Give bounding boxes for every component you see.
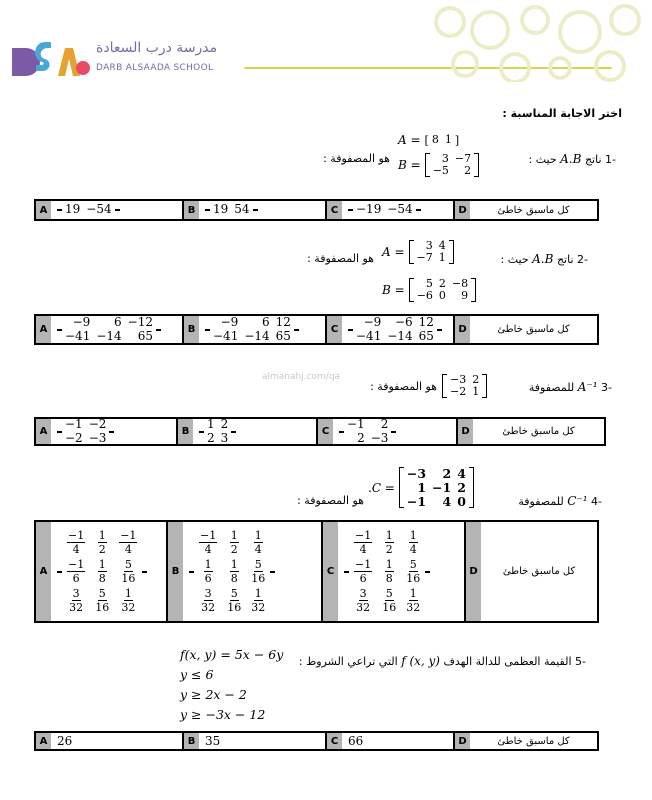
q4-matrix	[368, 467, 474, 508]
q5-constraint-3: y ≥ −3x − 12	[180, 707, 266, 722]
q5-constraint-2: y ≥ 2x − 2	[180, 687, 247, 702]
matrix-cell: 2	[220, 417, 229, 432]
q4-option-d[interactable]	[464, 522, 597, 621]
q5-option-a-value: 26	[57, 734, 73, 748]
option-letter-c: C	[327, 316, 342, 343]
matrix-cell: $\frac{3}{32}$	[356, 587, 371, 614]
q1-option-b[interactable]	[182, 201, 325, 219]
q2-number: -2	[577, 253, 588, 266]
option-letter-b: B	[178, 419, 193, 444]
matrix-cell: 54	[234, 202, 250, 217]
matrix-bracket	[270, 571, 275, 573]
matrix-cell: 65	[275, 328, 291, 343]
matrix-cell: −9	[72, 315, 91, 330]
q4-option-c[interactable]	[321, 522, 464, 621]
matrix-cell: −1	[406, 493, 427, 509]
matrix-bracket	[156, 329, 161, 331]
matrix-cell: −2	[65, 430, 83, 445]
matrix-cell: 2	[464, 164, 472, 178]
q5-option-d[interactable]	[453, 733, 597, 749]
matrix-cell: −19	[356, 202, 382, 217]
option-letter-b: B	[168, 522, 183, 621]
matrix-cell: −3	[450, 373, 467, 386]
q4-text	[518, 494, 602, 508]
matrix-cell: −7	[416, 251, 433, 265]
matrix-cell: 0	[438, 289, 446, 303]
option-letter-d: D	[458, 419, 473, 444]
matrix-bracket	[294, 329, 299, 331]
matrix-cell: −7	[454, 152, 472, 165]
option-letter-a: A	[36, 419, 51, 444]
matrix-grid	[429, 134, 455, 147]
matrix-cell: $\frac{1}{8}$	[385, 558, 393, 585]
q5-text-c: التي تراعي الشروط :	[298, 655, 398, 668]
matrix-grid	[62, 316, 156, 342]
q1-option-a-value	[51, 203, 120, 216]
matrix-cell: $\frac{-1}{6}$	[68, 558, 85, 585]
q1-matrix-a-label: A =	[398, 133, 421, 147]
option-letter-d: D	[466, 522, 481, 621]
matrix-cell: 2	[207, 430, 215, 445]
matrix-cell: −3	[88, 430, 107, 445]
matrix-cell: $\frac{5}{16}$	[406, 558, 421, 585]
option-letter-c: C	[327, 733, 342, 749]
matrix-cell: $\frac{3}{32}$	[69, 587, 84, 614]
matrix-cell: −1	[347, 417, 365, 432]
q2-option-a[interactable]	[36, 316, 182, 343]
matrix-cell: $\frac{5}{16}$	[121, 558, 136, 585]
q2-option-c[interactable]	[325, 316, 453, 343]
matrix-cell: 2	[457, 479, 466, 495]
q1-option-d-text: كل ماسبق خاطئ	[497, 204, 570, 216]
option-letter-b: B	[184, 316, 199, 343]
matrix-cell: 3	[425, 239, 433, 252]
matrix-bracket	[449, 240, 454, 264]
instruction: اختر الاجابة المناسبة :	[502, 107, 622, 120]
matrix-cell: $\frac{1}{32}$	[406, 587, 421, 614]
q3-matrix	[442, 374, 487, 401]
q4-matrix-values	[399, 467, 474, 508]
matrix-grid	[210, 316, 294, 342]
q1-expression: A.B	[560, 152, 582, 166]
q2-result-text: هو المصفوفة :	[307, 252, 374, 265]
option-letter-b: B	[184, 201, 199, 219]
q2-matrix-a-values	[409, 240, 454, 264]
q2-option-c-value	[342, 316, 442, 342]
matrix-cell: −54	[387, 202, 413, 217]
matrix-cell: 8	[431, 132, 439, 146]
q5-options	[34, 731, 599, 751]
q1-option-d[interactable]	[453, 201, 597, 219]
matrix-grid	[349, 528, 425, 615]
matrix-cell: −6	[394, 315, 413, 330]
matrix-cell: −14	[96, 328, 122, 343]
q5-number: -5	[575, 655, 586, 668]
q1-options	[34, 199, 599, 221]
matrix-grid	[353, 316, 437, 342]
q2-matrix-b-label: B =	[382, 283, 405, 298]
q5-constraint-1: y ≤ 6	[180, 667, 214, 682]
matrix-cell: 12	[418, 315, 434, 330]
matrix-cell: 4	[438, 239, 446, 252]
q1-matrix-b-label: B =	[398, 158, 421, 173]
matrix-cell: −1	[65, 417, 83, 432]
matrix-cell: $\frac{1}{32}$	[251, 587, 266, 614]
matrix-cell: $\frac{-1}{4}$	[120, 529, 137, 556]
matrix-cell: 1	[438, 251, 446, 265]
matrix-cell: −14	[244, 328, 270, 343]
matrix-grid	[404, 467, 469, 508]
matrix-bracket	[469, 467, 474, 508]
matrix-cell: −14	[387, 328, 413, 343]
q2-matrix-a-label: A =	[382, 245, 405, 260]
q3-option-a-value	[51, 418, 114, 444]
matrix-cell: $\frac{5}{16}$	[95, 587, 110, 614]
matrix-cell: −9	[363, 315, 382, 330]
matrix-cell: 2	[438, 277, 446, 290]
matrix-cell: 4	[442, 493, 452, 509]
matrix-bracket	[231, 431, 236, 433]
q3-option-c[interactable]	[316, 419, 456, 444]
option-letter-a: A	[36, 522, 51, 621]
matrix-cell: 1	[207, 417, 215, 432]
q2-matrix-b	[382, 278, 476, 302]
q2-option-d[interactable]	[453, 316, 597, 343]
matrix-cell: 65	[137, 328, 153, 343]
matrix-cell: 3	[441, 152, 449, 165]
matrix-cell: $\frac{-1}{6}$	[355, 558, 372, 585]
matrix-cell: 65	[418, 328, 434, 343]
q4-number: -4	[591, 495, 602, 508]
q1-text-a: ناتج	[584, 153, 602, 166]
matrix-cell: −9	[220, 315, 239, 330]
matrix-cell: −41	[65, 328, 91, 343]
q2-option-b-value	[199, 316, 299, 342]
matrix-bracket	[482, 374, 487, 398]
matrix-cell: 12	[275, 315, 291, 330]
school-logo	[10, 42, 92, 80]
matrix-cell: 2	[357, 430, 365, 445]
q1-result-text: هو المصفوفة :	[323, 152, 390, 165]
q3-matrix-values	[442, 374, 487, 398]
matrix-grid	[414, 278, 471, 302]
matrix-grid	[430, 153, 474, 177]
matrix-bracket	[471, 278, 476, 302]
matrix-grid	[62, 418, 109, 444]
matrix-cell: −12	[127, 315, 153, 330]
q1-option-c-value	[342, 203, 421, 216]
matrix-cell: 9	[461, 289, 469, 303]
matrix-cell: −2	[88, 417, 107, 432]
q1-text-b: حيث :	[528, 153, 557, 166]
matrix-cell: −5	[432, 164, 449, 178]
q4-matrix-label: .C =	[368, 480, 395, 495]
school-name-arabic: مدرسة درب السعادة	[96, 40, 218, 56]
q2-text	[501, 252, 589, 266]
q3-text-a: للمصفوفة	[528, 381, 575, 394]
matrix-bracket	[142, 571, 147, 573]
matrix-cell: $\frac{1}{4}$	[254, 529, 262, 556]
matrix-grid	[62, 528, 142, 615]
matrix-cell: −8	[451, 277, 469, 290]
option-letter-c: C	[327, 201, 342, 219]
matrix-cell: 3	[220, 430, 229, 445]
q4-option-b[interactable]	[166, 522, 321, 621]
q4-option-d-text: كل ماسبق خاطئ	[502, 566, 576, 577]
matrix-bracket	[391, 431, 396, 433]
matrix-cell: −3	[370, 430, 389, 445]
matrix-cell: $\frac{5}{16}$	[382, 587, 397, 614]
matrix-grid	[344, 418, 391, 444]
matrix-cell: 4	[457, 466, 466, 481]
q5-text	[299, 654, 586, 668]
q1-matrix-b	[398, 153, 479, 177]
q5-objective: f(x, y) = 5x − 6y	[180, 647, 284, 662]
q2-matrix-a	[382, 240, 454, 264]
q4-option-c-value	[338, 528, 430, 615]
matrix-grid	[447, 374, 482, 398]
matrix-bracket	[109, 431, 114, 433]
matrix-bracket	[425, 571, 430, 573]
matrix-bracket	[115, 209, 120, 211]
option-letter-c: C	[323, 522, 338, 621]
matrix-grid	[210, 203, 253, 216]
q3-result-text: هو المصفوفة :	[370, 380, 437, 393]
q5-option-b[interactable]	[182, 733, 325, 749]
matrix-cell: −6	[416, 289, 433, 303]
matrix-cell: −41	[213, 328, 239, 343]
q2-option-b[interactable]	[182, 316, 325, 343]
q3-number: -3	[601, 381, 612, 394]
q4-result-text: هو المصفوفة :	[297, 494, 364, 507]
school-name-english: DARB ALSAADA SCHOOL	[96, 63, 214, 73]
option-letter-a: A	[36, 733, 51, 749]
q5-option-d-text: كل ماسبق خاطئ	[497, 735, 570, 747]
matrix-cell: $\frac{5}{16}$	[251, 558, 266, 585]
matrix-grid	[204, 418, 231, 444]
q5-text-a: القيمة العظمى للدالة الهدف	[443, 655, 572, 668]
matrix-grid	[414, 240, 449, 264]
matrix-cell: −2	[450, 385, 467, 399]
matrix-cell: $\frac{1}{2}$	[98, 529, 106, 556]
q3-text	[529, 380, 612, 394]
q1-option-c[interactable]	[325, 201, 453, 219]
q5-option-c[interactable]	[325, 733, 453, 749]
q3-options	[34, 417, 606, 446]
matrix-cell: $\frac{1}{8}$	[98, 558, 106, 585]
matrix-bracket	[437, 329, 442, 331]
matrix-cell: $\frac{-1}{4}$	[68, 529, 85, 556]
option-letter-d: D	[455, 316, 470, 343]
option-letter-a: A	[36, 316, 51, 343]
matrix-cell: $\frac{3}{32}$	[201, 587, 216, 614]
q2-matrix-b-values	[409, 278, 476, 302]
q4-text-a: للمصفوفة	[518, 495, 564, 508]
matrix-cell: $\frac{-1}{4}$	[200, 529, 217, 556]
option-letter-d: D	[455, 201, 470, 219]
matrix-cell: $\frac{1}{32}$	[121, 587, 136, 614]
matrix-bracket	[253, 209, 258, 211]
q3-option-a[interactable]	[36, 419, 176, 444]
matrix-cell: 1	[417, 479, 427, 495]
q3-option-d[interactable]	[456, 419, 604, 444]
matrix-cell: $\frac{1}{6}$	[204, 558, 212, 585]
q3-option-b-value	[193, 418, 236, 444]
option-letter-c: C	[318, 419, 333, 444]
matrix-cell: $\frac{-1}{4}$	[355, 529, 372, 556]
matrix-cell: $\frac{1}{2}$	[230, 529, 238, 556]
matrix-cell: 6	[114, 315, 122, 330]
matrix-cell: $\frac{5}{16}$	[227, 587, 242, 614]
matrix-cell: 5	[425, 277, 433, 290]
q3-expression: A⁻¹	[577, 380, 598, 394]
q1-matrix-a	[398, 133, 459, 147]
matrix-cell: 6	[262, 315, 270, 330]
matrix-grid	[62, 203, 115, 216]
q5-option-c-value: 66	[348, 734, 364, 748]
q1-matrix-b-values	[425, 153, 479, 177]
q4-options	[34, 520, 599, 623]
matrix-cell: −1	[432, 479, 452, 495]
q1-number: -1	[605, 153, 616, 166]
matrix-cell: 1	[444, 132, 452, 146]
q5-constraints	[180, 645, 283, 725]
matrix-cell: 0	[457, 493, 466, 509]
matrix-cell: $\frac{1}{8}$	[230, 558, 238, 585]
option-letter-d: D	[455, 733, 470, 749]
matrix-bracket	[474, 153, 479, 177]
q2-text-a: ناتج	[556, 253, 574, 266]
matrix-cell: 2	[472, 373, 480, 386]
q1-text	[529, 152, 617, 166]
decorative-pattern	[430, 2, 645, 82]
matrix-bracket	[416, 209, 421, 211]
option-letter-a: A	[36, 201, 51, 219]
matrix-cell: −41	[356, 328, 382, 343]
q5-expression: f (x, y)	[401, 654, 440, 668]
q2-text-b: حيث :	[500, 253, 529, 266]
q2-option-d-text: كل ماسبق خاطئ	[497, 324, 570, 335]
q2-option-a-value	[51, 316, 161, 342]
q1-option-a[interactable]	[36, 201, 182, 219]
q4-option-a-value	[51, 528, 147, 615]
q4-option-a[interactable]	[36, 522, 166, 621]
matrix-cell: $\frac{1}{4}$	[409, 529, 417, 556]
matrix-cell: −3	[406, 466, 427, 481]
matrix-cell: 1	[472, 385, 480, 399]
matrix-grid	[353, 203, 416, 216]
q3-option-d-text: كل ماسبق خاطئ	[502, 426, 575, 437]
q5-option-b-value: 35	[205, 734, 221, 748]
q2-options	[34, 314, 599, 345]
matrix-cell: 2	[380, 417, 389, 432]
matrix-grid	[194, 528, 270, 615]
q4-option-b-value	[183, 528, 275, 615]
q1-matrix-a-values: [ 8 1 ]	[424, 132, 460, 147]
watermark: almanahj.com/qa	[262, 372, 341, 382]
matrix-cell: $\frac{1}{2}$	[385, 529, 393, 556]
q3-option-c-value	[333, 418, 396, 444]
q3-option-b[interactable]	[176, 419, 316, 444]
matrix-cell: 2	[442, 466, 452, 481]
q5-option-a[interactable]	[36, 733, 182, 749]
q2-expression: A.B	[532, 252, 554, 266]
q4-expression: C⁻¹	[567, 494, 588, 508]
matrix-cell: −54	[86, 202, 112, 217]
q1-option-b-value	[199, 203, 258, 216]
matrix-cell: 19	[213, 202, 229, 217]
matrix-cell: 19	[65, 202, 81, 217]
option-letter-b: B	[184, 733, 199, 749]
